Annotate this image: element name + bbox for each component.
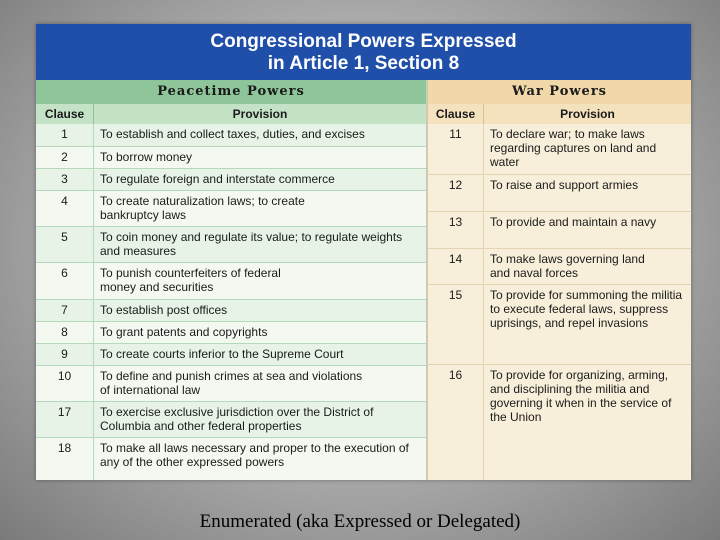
peacetime-row [36, 191, 426, 227]
war-row [428, 124, 691, 175]
powers-table [36, 24, 691, 480]
provision-text: To define and punish crimes at sea and violations of international law [100, 369, 363, 397]
provision-text: To provide for summoning the militia to execute federal laws, suppress uprisings, and repel invasions [490, 288, 683, 330]
peacetime-row [36, 402, 426, 438]
clause-number: 1 [36, 124, 94, 146]
peacetime-provision-header: Provision [94, 104, 426, 124]
war-heading: War Powers [428, 80, 691, 104]
clause-number: 5 [36, 227, 94, 262]
provision-text: To grant patents and copyrights [100, 325, 268, 339]
peacetime-row [36, 227, 426, 263]
provision-text: To raise and support armies [490, 178, 639, 192]
peacetime-row [36, 147, 426, 169]
provision-text: To provide for organizing, arming, and disciplining the militia and governing it when in the service of the Union [490, 368, 672, 424]
clause-number: 16 [428, 365, 484, 480]
clause-number: 14 [428, 249, 484, 284]
table-title [36, 24, 691, 80]
provision-text: To create courts inferior to the Supreme Court [100, 347, 344, 361]
war-clause-header: Clause [428, 104, 484, 124]
war-row [428, 212, 691, 249]
clause-number: 18 [36, 438, 94, 480]
title-line-1: Congressional Powers Expressed [210, 31, 517, 52]
peacetime-row [36, 438, 426, 480]
clause-number: 3 [36, 169, 94, 190]
clause-number: 2 [36, 147, 94, 168]
peacetime-row [36, 322, 426, 344]
clause-number: 11 [428, 124, 484, 174]
provision-text: To punish counterfeiters of federal money and securities [100, 266, 281, 294]
peacetime-heading: Peacetime Powers [36, 80, 426, 104]
slide-caption: Enumerated (aka Expressed or Delegated) [199, 511, 521, 532]
war-provision-header: Provision [484, 104, 691, 124]
provision-text: To coin money and regulate its value; to regulate weights and measures [100, 230, 403, 258]
peacetime-clause-header: Clause [36, 104, 94, 124]
clause-number: 8 [36, 322, 94, 343]
provision-text: To declare war; to make laws regarding captures on land and water [490, 127, 657, 169]
title-line-2: in Article 1, Section 8 [267, 53, 460, 74]
provision-text: To regulate foreign and interstate commerce [100, 172, 335, 186]
war-row [428, 175, 691, 212]
provision-text: To provide and maintain a navy [490, 215, 657, 229]
provision-text: To establish and collect taxes, duties, and excises [100, 127, 365, 141]
peacetime-row [36, 263, 426, 300]
clause-number: 15 [428, 285, 484, 364]
clause-number: 10 [36, 366, 94, 401]
peacetime-row [36, 300, 426, 322]
clause-number: 12 [428, 175, 484, 211]
war-row [428, 249, 691, 285]
peacetime-row [36, 124, 426, 147]
peacetime-row [36, 366, 426, 402]
provision-text: To exercise exclusive jurisdiction over the District of Columbia and other federal properties [100, 405, 374, 433]
provision-text: To make all laws necessary and proper to the execution of any of the other expressed powers [100, 441, 409, 469]
clause-number: 13 [428, 212, 484, 248]
provision-text: To borrow money [100, 150, 193, 164]
peacetime-row [36, 169, 426, 191]
clause-number: 7 [36, 300, 94, 321]
provision-text: To create naturalization laws; to create bankruptcy laws [100, 194, 305, 222]
clause-number: 6 [36, 263, 94, 299]
provision-text: To make laws governing land and naval forces [490, 252, 645, 280]
clause-number: 17 [36, 402, 94, 437]
clause-number: 9 [36, 344, 94, 365]
war-row [428, 365, 691, 480]
war-row [428, 285, 691, 365]
peacetime-row [36, 344, 426, 366]
provision-text: To establish post offices [100, 303, 228, 317]
clause-number: 4 [36, 191, 94, 226]
